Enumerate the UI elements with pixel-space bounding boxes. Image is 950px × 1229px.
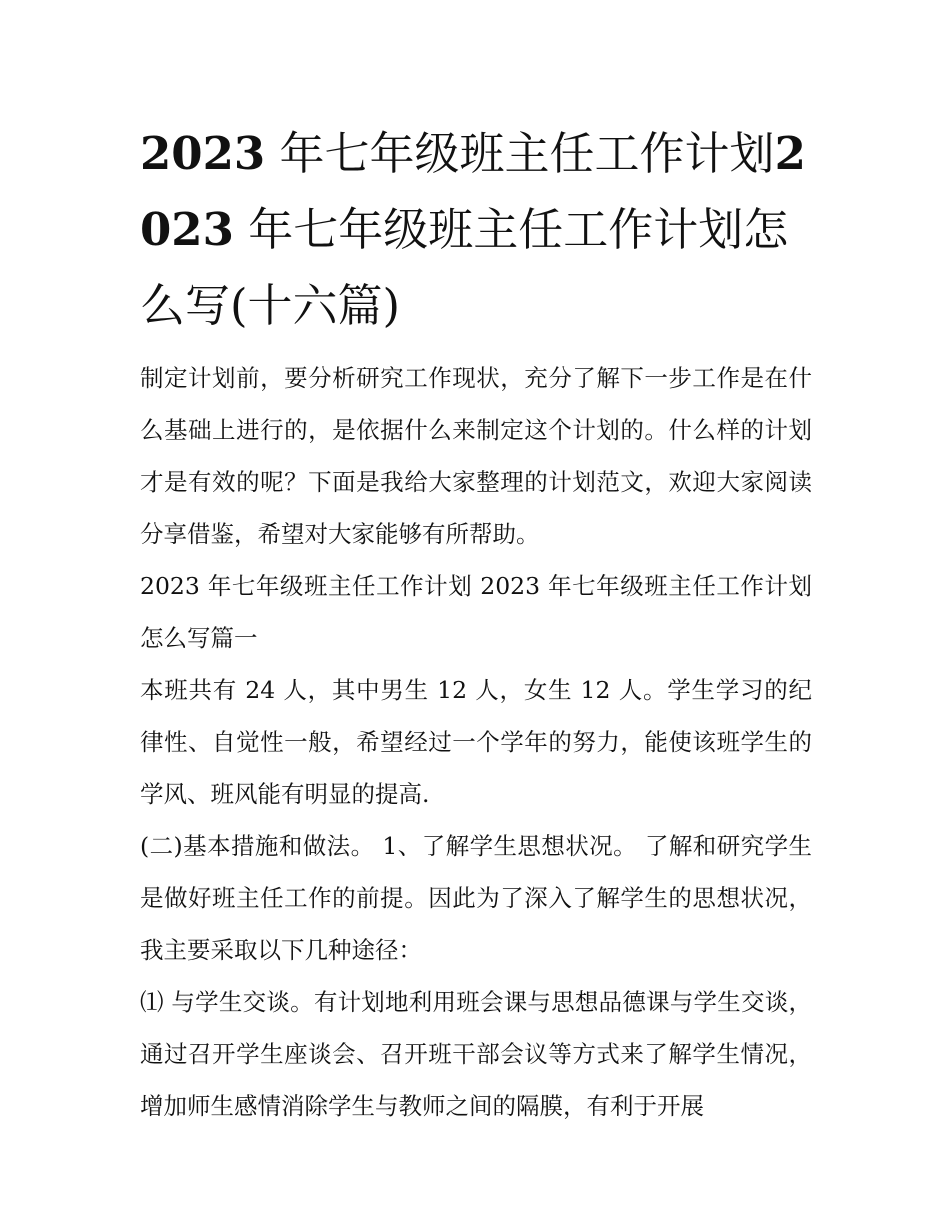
title-year-2: 2023 bbox=[140, 127, 806, 256]
paragraph-talk-with-students: ⑴ 与学生交谈。有计划地利用班会课与思想品德课与学生交谈，通过召开学生座谈会、召开班干部会议等方式来了解学生情况，增加师生感情消除学生与教师之间的隔膜，有利于开展 bbox=[140, 988, 812, 1120]
paragraph-section-heading: 2023 年七年级班主任工作计划 2023 年七年级班主任工作计划怎么写篇一 bbox=[140, 572, 812, 652]
document-body bbox=[140, 352, 812, 1132]
title-text-2: 年七年级班主任工作计划怎么写(十六篇) bbox=[140, 203, 789, 332]
paragraph-intro: 制定计划前，要分析研究工作现状，充分了解下一步工作是在什么基础上进行的，是依据什么来制定这个计划的。什么样的计划才是有效的呢？下面是我给大家整理的计划范文，欢迎大家阅读分享借鉴，希望对大家能够有所帮助。 bbox=[140, 364, 812, 548]
title-text-1: 年七年级班主任工作计划 bbox=[265, 127, 775, 180]
document-title bbox=[140, 116, 812, 344]
document-content bbox=[140, 116, 812, 1132]
title-year-1: 2023 bbox=[140, 127, 266, 180]
paragraph-class-overview: 本班共有 24 人，其中男生 12 人，女生 12 人。学生学习的纪律性、自觉性一般，希望经过一个学年的努力，能使该班学生的学风、班风能有明显的提高. bbox=[140, 676, 812, 808]
paragraph-measures: (二)基本措施和做法。 1、了解学生思想状况。 了解和研究学生是做好班主任工作的前提。因此为了深入了解学生的思想状况，我主要采取以下几种途径： bbox=[140, 832, 812, 964]
